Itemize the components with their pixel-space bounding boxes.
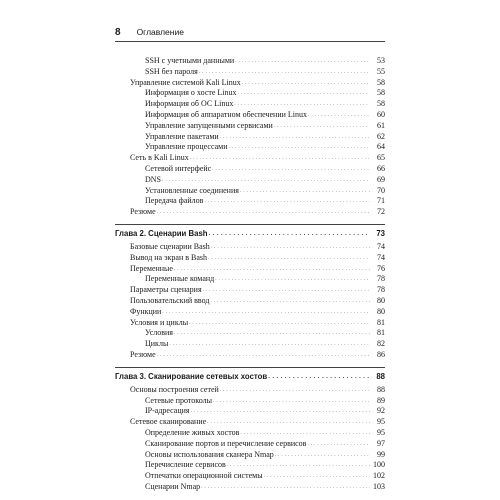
toc-entry-page: 69: [377, 174, 385, 184]
toc-entry-page: 74: [377, 252, 385, 262]
toc-entry: [115, 196, 385, 207]
toc-entry: [115, 471, 385, 482]
toc-entry: [115, 67, 385, 78]
dot-leader: [201, 482, 370, 494]
dot-leader: [268, 371, 370, 383]
toc-entry-title: Информация об аппаратном обеспечении Linux: [145, 109, 308, 119]
toc-entry: [115, 318, 385, 329]
toc-entry-page: 58: [377, 77, 385, 87]
toc-entry-title: IP-адресация: [145, 406, 190, 416]
toc-entry: [115, 339, 385, 350]
toc-entry-title: Сетевой интерфейс: [145, 163, 212, 173]
toc-entry-title: Условия и циклы: [130, 317, 189, 327]
chapter-heading-block: [115, 224, 385, 240]
toc-entry-title: Основы использования сканера Nmap: [145, 449, 274, 459]
toc-section: [115, 56, 385, 218]
dot-leader: [157, 207, 370, 219]
toc-entry-page: 95: [377, 427, 385, 437]
toc-entry-page: 78: [377, 285, 385, 295]
toc-entry: [115, 99, 385, 110]
toc-entry-page: 73: [376, 228, 385, 238]
toc-entry: [115, 285, 385, 296]
toc-entry: [115, 132, 385, 143]
toc-entry-page: 66: [377, 163, 385, 173]
toc-entry: [115, 350, 385, 361]
toc-entry-title: Основы построения сетей: [130, 384, 219, 394]
toc-entry: [115, 264, 385, 275]
toc-entry: [115, 307, 385, 318]
toc-entry-page: 95: [377, 417, 385, 427]
toc-entry: [115, 153, 385, 164]
dot-leader: [157, 350, 370, 362]
toc-entry-title: Сеть в Kali Linux: [130, 153, 189, 163]
toc-entry-page: 88: [377, 384, 385, 394]
toc-entry-title: Управление системой Kali Linux: [130, 77, 241, 87]
toc-entry-title: SSH с учетными данными: [145, 56, 235, 65]
toc-entry-title: Пользовательский ввод: [130, 295, 210, 305]
toc-entry-page: 89: [377, 395, 385, 405]
toc-entry-page: 58: [377, 88, 385, 98]
toc-entry: [115, 450, 385, 461]
toc-entry-page: 86: [377, 349, 385, 359]
toc-entry-page: 74: [377, 241, 385, 251]
table-of-contents: [115, 56, 385, 493]
toc-entry-page: 72: [377, 207, 385, 217]
toc-entry: [115, 385, 385, 396]
toc-entry-title: Условия: [145, 328, 173, 338]
toc-entry-page: 80: [377, 306, 385, 316]
toc-entry-title: Сетевое сканирование: [130, 417, 207, 427]
toc-entry-title: DNS: [145, 174, 162, 184]
toc-entry: [115, 396, 385, 407]
toc-entry-title: Функции: [130, 306, 162, 316]
toc-entry-title: SSH без пароля: [145, 66, 198, 76]
toc-entry-title: Перечисление сервисов: [145, 460, 226, 470]
toc-entry-page: 58: [377, 99, 385, 109]
toc-entry-page: 100: [373, 460, 385, 470]
toc-entry: [115, 406, 385, 417]
toc-entry-title: Сценарии Nmap: [145, 481, 201, 491]
toc-entry-page: 78: [377, 274, 385, 284]
toc-entry: [115, 207, 385, 218]
toc-entry: [115, 482, 385, 493]
toc-entry: [115, 56, 385, 67]
header-title: Оглавление: [136, 27, 184, 37]
toc-entry-title: Вывод на экран в Bash: [130, 252, 208, 262]
toc-entry: [115, 253, 385, 264]
toc-entry: [115, 175, 385, 186]
toc-entry-page: 65: [377, 153, 385, 163]
toc-entry-title: Управление процессами: [145, 142, 228, 152]
toc-section: [115, 224, 385, 361]
toc-entry-title: Параметры сценария: [130, 285, 202, 295]
toc-entry-title: Глава 3. Сканирование сетевых хостов: [115, 371, 268, 381]
chapter-heading: [115, 371, 385, 383]
toc-entry-page: 62: [377, 131, 385, 141]
toc-entry-page: 102: [373, 471, 385, 481]
toc-section: [115, 367, 385, 493]
toc-entry: [115, 428, 385, 439]
toc-entry-page: 71: [377, 196, 385, 206]
toc-entry-page: 70: [377, 185, 385, 195]
toc-entry-page: 55: [377, 66, 385, 76]
toc-entry-title: Циклы: [145, 339, 169, 349]
toc-entry-page: 53: [377, 56, 385, 65]
toc-entry-page: 64: [377, 142, 385, 152]
toc-entry-page: 92: [377, 406, 385, 416]
toc-entry-page: 81: [377, 317, 385, 327]
toc-entry-page: 82: [377, 339, 385, 349]
toc-entry-title: Передача файлов: [145, 196, 204, 206]
toc-entry-title: Базовые сценарии Bash: [130, 241, 210, 251]
header-rule: [115, 41, 385, 42]
toc-entry: [115, 142, 385, 153]
toc-entry: [115, 242, 385, 253]
toc-entry-title: Переменные: [130, 263, 173, 273]
toc-entry: [115, 439, 385, 450]
toc-entry-page: 61: [377, 120, 385, 130]
toc-entry: [115, 417, 385, 428]
toc-entry-title: Управление пакетами: [145, 131, 219, 141]
toc-entry: [115, 110, 385, 121]
toc-entry: [115, 164, 385, 175]
toc-entry-page: 103: [373, 481, 385, 491]
toc-entry-page: 97: [377, 438, 385, 448]
toc-entry: [115, 121, 385, 132]
running-header: [115, 27, 385, 38]
toc-entry-title: Управление запущенными сервисами: [145, 120, 273, 130]
toc-entry-title: Определение живых хостов: [145, 427, 240, 437]
dot-leader: [209, 228, 370, 240]
toc-entry-title: Отпечатки операционной системы: [145, 471, 263, 481]
toc-entry-title: Глава 2. Сценарии Bash: [115, 228, 208, 238]
toc-entry-page: 80: [377, 295, 385, 305]
toc-entry-page: 99: [377, 449, 385, 459]
chapter-heading: [115, 228, 385, 240]
toc-entry-page: 88: [376, 371, 385, 381]
toc-entry-page: 81: [377, 328, 385, 338]
toc-entry-title: Установленные соединения: [145, 185, 239, 195]
toc-entry: [115, 186, 385, 197]
toc-entry: [115, 88, 385, 99]
toc-entry: [115, 78, 385, 89]
toc-entry-page: 76: [377, 263, 385, 273]
toc-entry-page: 60: [377, 109, 385, 119]
toc-entry-title: Резюме: [130, 349, 156, 359]
toc-entry-title: Сетевые протоколы: [145, 395, 213, 405]
toc-entry-title: Информация о хосте Linux: [145, 88, 237, 98]
header-page-number: 8: [115, 27, 121, 38]
toc-entry-title: Информация об ОС Linux: [145, 99, 234, 109]
toc-entry: [115, 274, 385, 285]
toc-entry: [115, 296, 385, 307]
toc-entry-title: Сканирование портов и перечисление сервисов: [145, 438, 307, 448]
chapter-heading-block: [115, 367, 385, 383]
toc-entry-title: Переменные команд: [145, 274, 215, 284]
toc-entry: [115, 328, 385, 339]
toc-entry-title: Резюме: [130, 207, 156, 217]
toc-entry: [115, 460, 385, 471]
